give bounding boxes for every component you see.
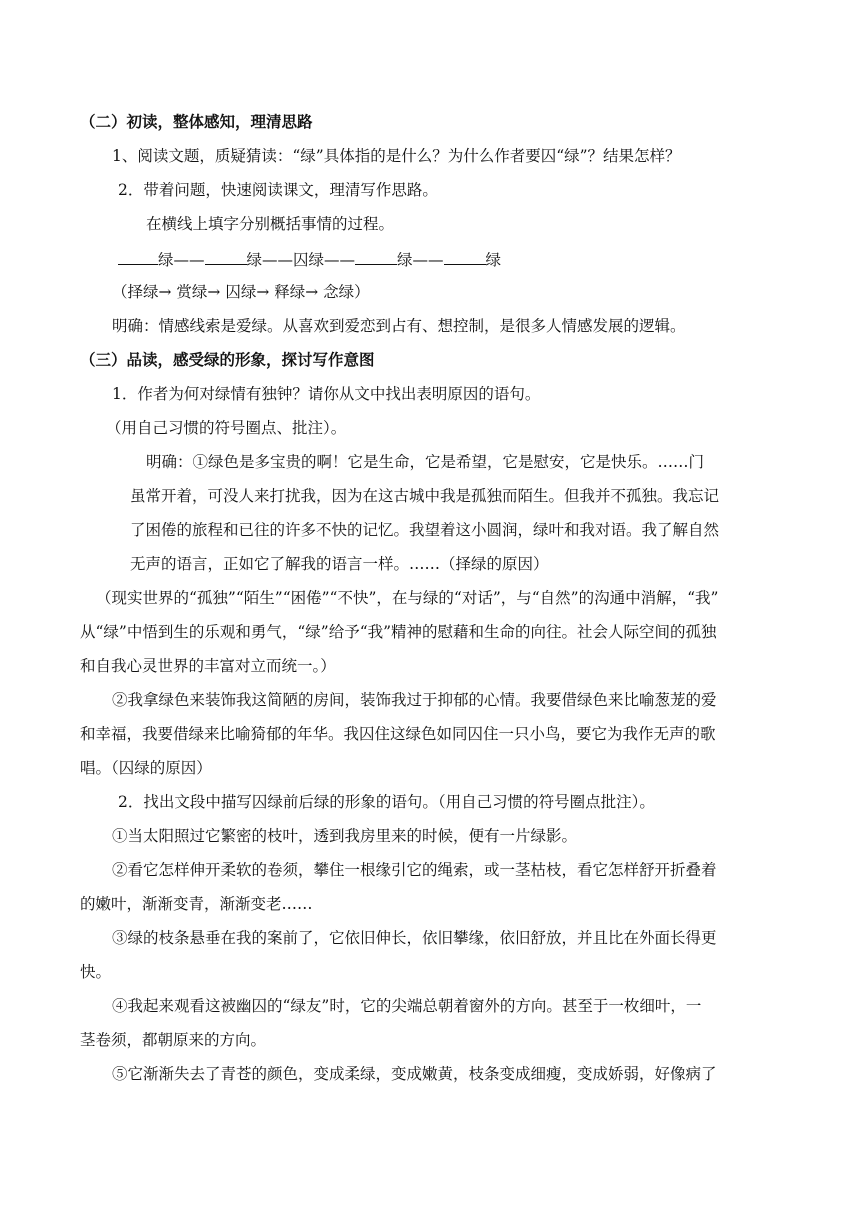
item-4-line-1: ④我起来观看这被幽囚的“绿友”时，它的尖端总朝着窗外的方向。甚至于一枚细叶，一 xyxy=(112,997,702,1015)
item-5-line-1: ⑤它渐渐失去了青苍的颜色，变成柔绿，变成嫩黄，枝条变成细瘦，变成娇弱，好像病了 xyxy=(112,1065,717,1083)
fill-text-4: 绿 xyxy=(485,251,502,269)
item-4-line-2: 茎卷须，都朝原来的方向。 xyxy=(80,1031,267,1049)
analysis-line-2: 从“绿”中悟到生的乐观和勇气，“绿”给予“我”精神的慰藉和生命的向往。社会人际空间的孤独 xyxy=(80,623,717,641)
fill-in-line xyxy=(118,248,501,270)
fill-text-1: 绿—— xyxy=(158,251,205,269)
item-3-line-1: ③绿的枝条悬垂在我的案前了，它依旧伸长，依旧攀缘，依旧舒放，并且比在外面长得更 xyxy=(112,929,717,947)
question-1: 1、阅读文题，质疑猜读：“绿”具体指的是什么？为什么作者要囚“绿”？结果怎样？ xyxy=(112,147,681,165)
section3-question-2: 2．找出文段中描写囚绿前后绿的形象的语句。（用自己习惯的符号圈点批注）。 xyxy=(118,793,655,811)
item-1-line-1: ①当太阳照过它繁密的枝叶，透到我房里来的时候，便有一片绿影。 xyxy=(112,827,578,845)
analysis-line-1: （现实世界的“孤独”“陌生”“困倦”“不快”，在与绿的“对话”，与“自然”的沟通中消解，“我” xyxy=(96,589,719,607)
fill-text-3: 绿—— xyxy=(397,251,444,269)
section-heading-2: （二）初读，整体感知，理清思路 xyxy=(80,112,313,131)
section3-question-1-note: （用自己习惯的符号圈点、批注）。 xyxy=(106,419,347,437)
blank-1[interactable] xyxy=(118,248,158,265)
reason2-line-2: 和幸福，我要借绿来比喻猗郁的年华。我囚住这绿色如同囚住一只小鸟，要它为我作无声的歌 xyxy=(80,725,716,743)
item-2-line-1: ②看它怎样伸开柔软的卷须，攀住一根缘引它的绳索，或一茎枯枝，看它怎样舒开折叠着 xyxy=(112,861,717,879)
reason2-line-1: ②我拿绿色来装饰我这简陋的房间，装饰我过于抑郁的心情。我要借绿色来比喻葱茏的爱 xyxy=(112,691,717,709)
conclusion-text: 明确：情感线索是爱绿。从喜欢到爱恋到占有、想控制，是很多人情感发展的逻辑。 xyxy=(112,317,686,335)
blank-4[interactable] xyxy=(444,248,486,265)
clarify-line-3: 了困倦的旅程和已往的许多不快的记忆。我望着这小圆润，绿叶和我对语。我了解自然 xyxy=(130,521,720,539)
question-2: 2．带着问题，快速阅读课文，理清写作思路。 xyxy=(118,181,438,199)
fill-text-2: 绿——囚绿—— xyxy=(246,251,356,269)
item-3-line-2: 快。 xyxy=(80,963,112,981)
section3-question-1: 1．作者为何对绿情有独钟？请你从文中找出表明原因的语句。 xyxy=(112,385,541,403)
section-heading-3: （三）品读，感受绿的形象，探讨写作意图 xyxy=(80,350,375,369)
clarify-line-1: 明确：①绿色是多宝贵的啊！它是生命，它是希望，它是慰安，它是快乐。……门 xyxy=(146,453,705,471)
clarify-line-2: 虽常开着，可没人来打扰我，因为在这古城中我是孤独而陌生。但我并不孤独。我忘记 xyxy=(130,487,720,505)
fill-answer: （择绿→ 赏绿→ 囚绿→ 释绿→ 念绿） xyxy=(112,283,370,301)
reason2-line-3: 唱。（囚绿的原因） xyxy=(80,759,212,777)
analysis-line-3: 和自我心灵世界的丰富对立而统一。） xyxy=(80,657,336,675)
item-2-line-2: 的嫩叶，渐渐变青，渐渐变老…… xyxy=(80,895,313,913)
blank-2[interactable] xyxy=(205,248,247,265)
fill-instruction: 在横线上填字分别概括事情的过程。 xyxy=(146,215,395,233)
blank-3[interactable] xyxy=(355,248,397,265)
clarify-line-4: 无声的语言，正如它了解我的语言一样。……（择绿的原因） xyxy=(130,555,549,573)
